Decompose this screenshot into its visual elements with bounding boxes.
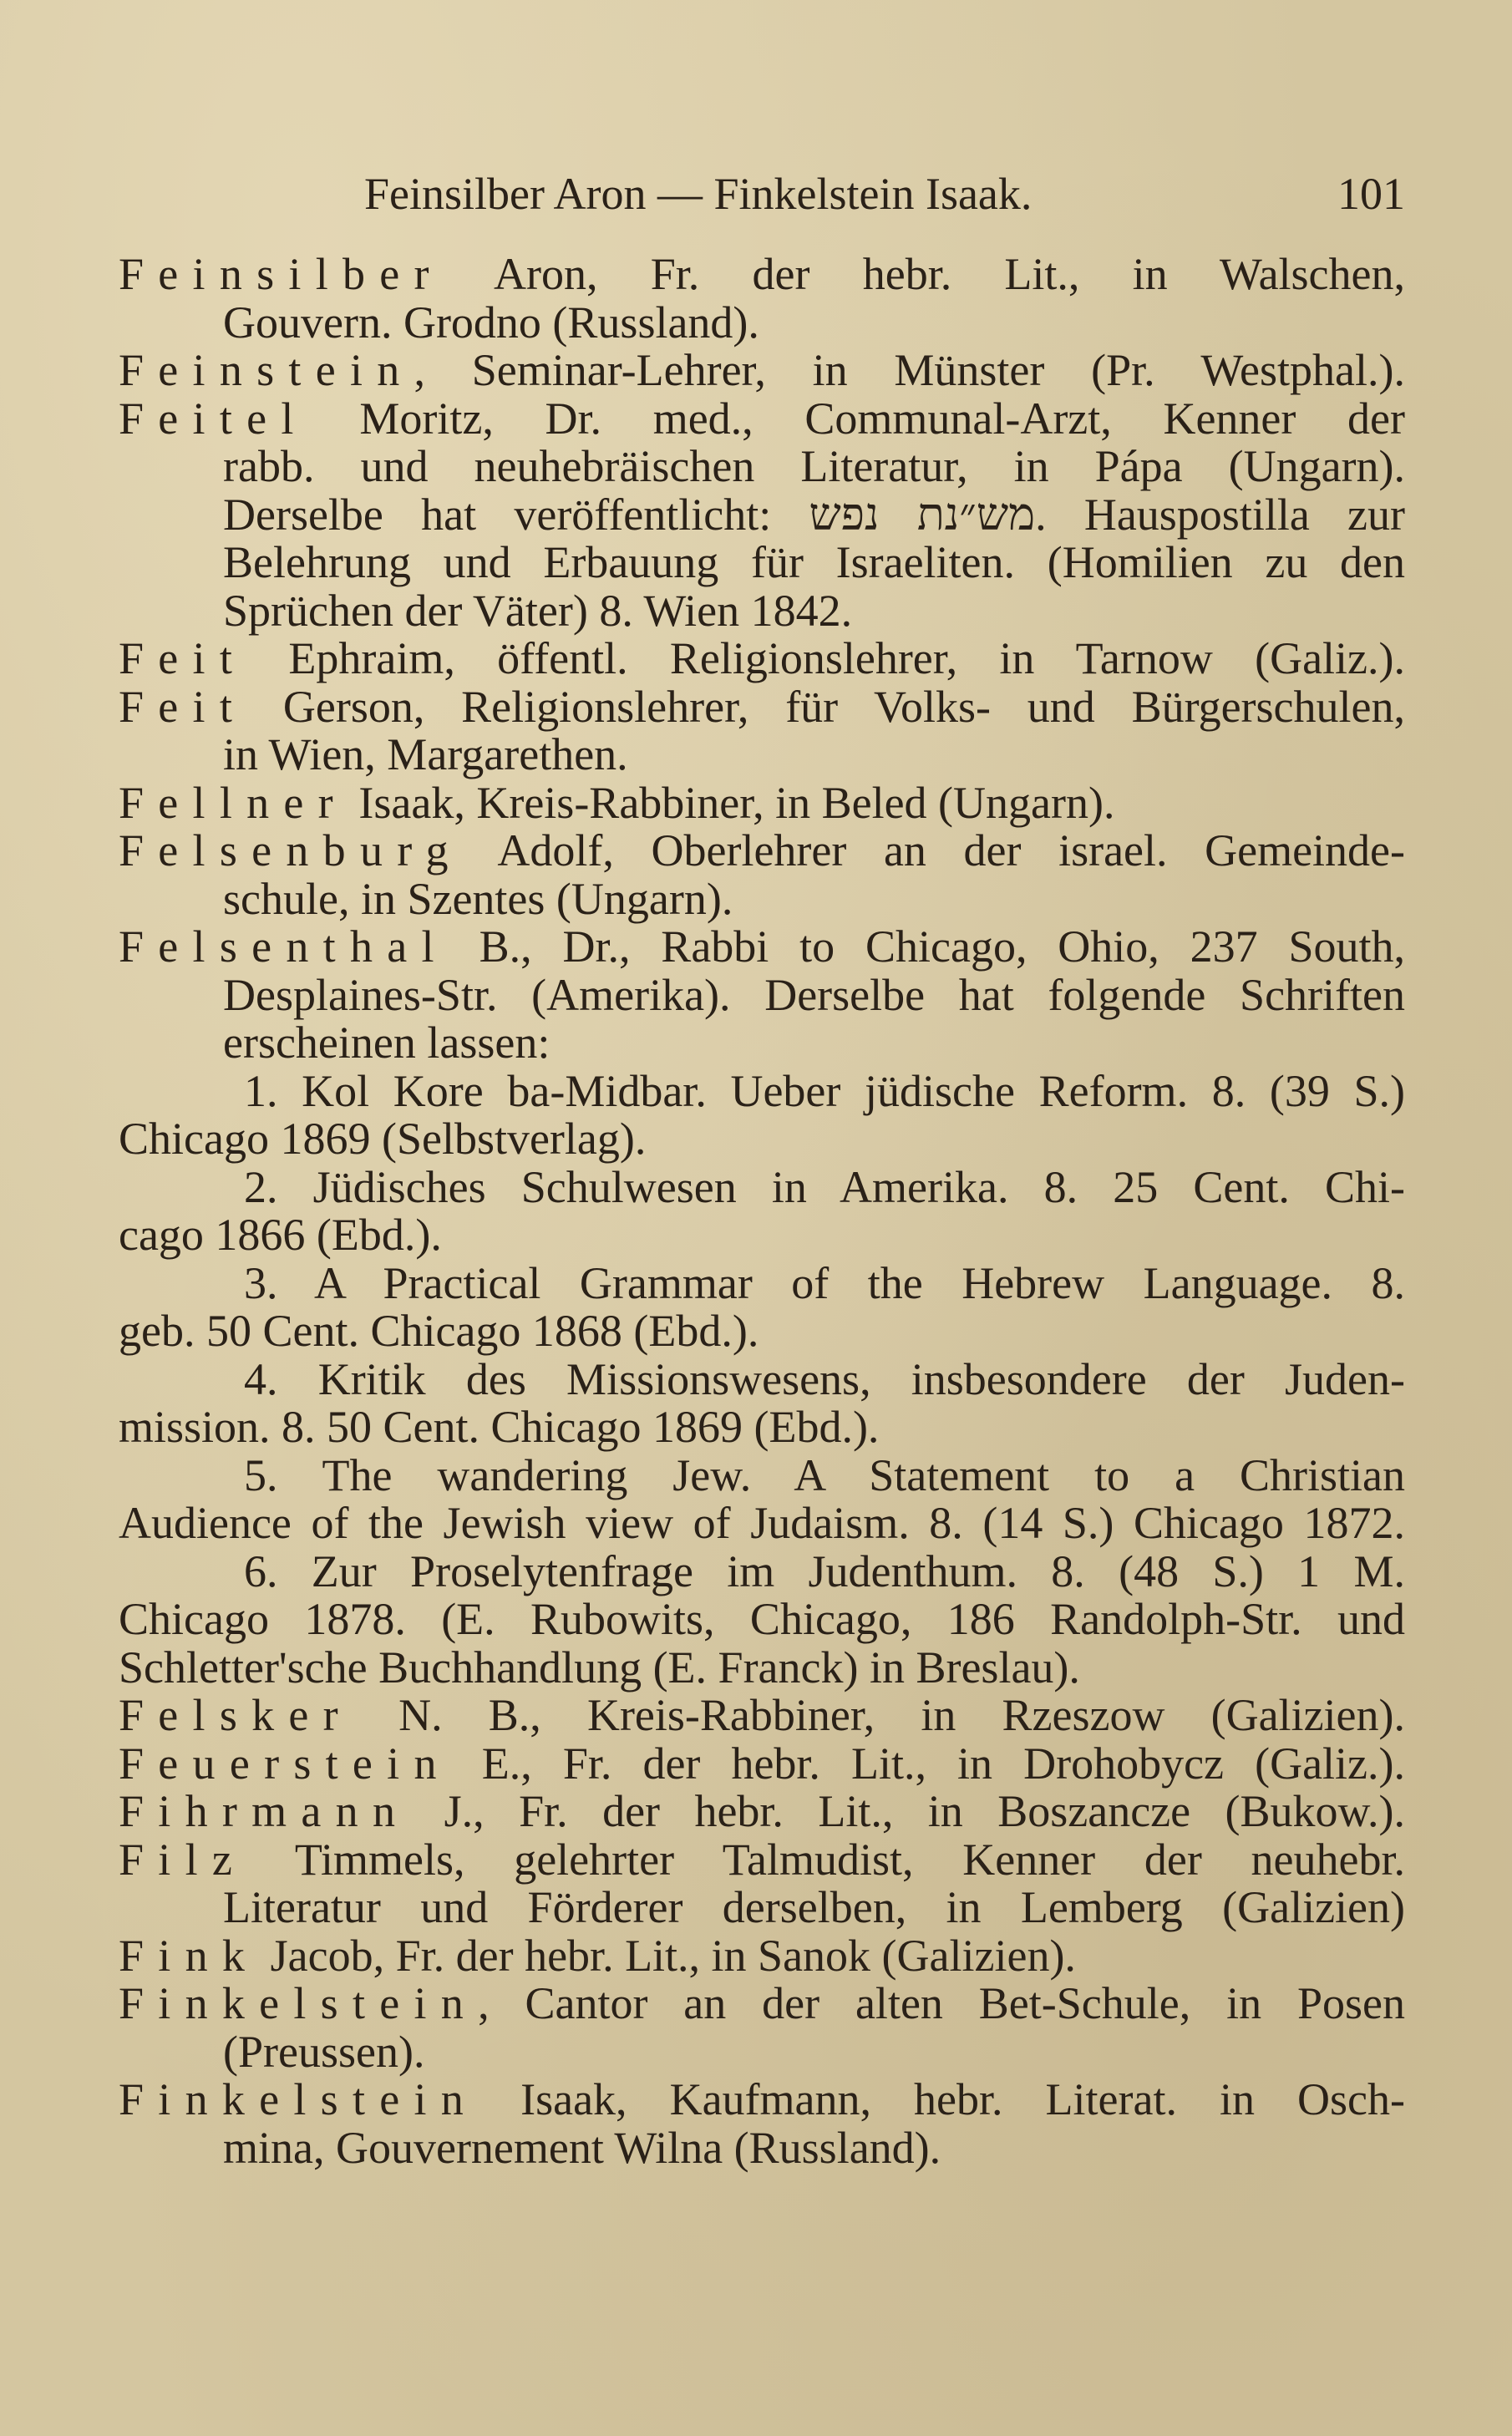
entry-continuation-line: mina, Gouvernement Wilna (Russland). xyxy=(223,2122,941,2173)
entry-text: Gerson, Religionslehrer, für Volks- und Bürgerschulen, xyxy=(246,681,1405,732)
entry-line xyxy=(119,827,1405,875)
entry-line xyxy=(119,923,1405,972)
entry-continuation-line: Belehrung und Erbauung für Israeliten. (Homilien zu den xyxy=(223,537,1405,587)
entry-text: Ephraim, öffentl. Religionslehrer, in Tarnow (Galiz.). xyxy=(246,633,1405,683)
entry-text: Jacob, Fr. der hebr. Lit., in Sanok (Galizien). xyxy=(259,1930,1076,1981)
running-header xyxy=(364,160,1405,227)
entry-text: J., Fr. der hebr. Lit., in Boszancze (Bukow.). xyxy=(409,1786,1405,1836)
entry-text: B., Dr., Rabbi to Chicago, Ohio, 237 South, xyxy=(448,921,1405,972)
entry-continuation-line: in Wien, Margarethen. xyxy=(223,729,628,779)
work-item-continuation: Audience of the Jewish view of Judaism. 8. (14 S.) Chicago 1872. xyxy=(119,1498,1405,1548)
work-item-continuation: cago 1866 (Ebd.). xyxy=(119,1210,442,1260)
work-item-continuation: Chicago 1869 (Selbstverlag). xyxy=(119,1114,647,1164)
entry-continuation-line: Derselbe hat veröffentlicht: מש״נת נפש. Hauspostilla zur xyxy=(223,489,1405,540)
entry-text: Isaak, Kaufmann, hebr. Literat. in Osch- xyxy=(478,2074,1405,2124)
work-item-continuation: Schletter'sche Buchhandlung (E. Franck) in Breslau). xyxy=(119,1642,1080,1693)
entry-text: N. B., Kreis-Rabbiner, in Rzeszow (Galizien). xyxy=(352,1690,1405,1740)
entry-continuation-line: schule, in Szentes (Ungarn). xyxy=(223,873,733,924)
entry-continuation-line: Sprüchen der Väter) 8. Wien 1842. xyxy=(223,585,853,636)
running-title: Feinsilber Aron — Finkelstein Isaak. xyxy=(364,169,1033,219)
entry-list xyxy=(119,251,1405,2172)
entry-continuation-line: (Preussen). xyxy=(223,2026,425,2077)
entry-line xyxy=(119,395,1405,444)
entry-line xyxy=(119,1740,1405,1789)
entry-line xyxy=(119,2076,1405,2124)
work-item-line: 6. Zur Proselytenfrage im Judenthum. 8. (48 S.) 1 M. xyxy=(244,1545,1405,1596)
entry-line xyxy=(119,635,1405,683)
work-item-continuation: Chicago 1878. (E. Rubowits, Chicago, 186 Randolph-Str. und xyxy=(119,1594,1405,1644)
work-item-line: 3. A Practical Grammar of the Hebrew Language. 8. xyxy=(244,1257,1405,1308)
entry-text: Aron, Fr. der hebr. Lit., in Walschen, xyxy=(443,249,1405,299)
entry-text: , Cantor an der alten Bet-Schule, in Posen xyxy=(478,1978,1405,2028)
entry-text: , Seminar-Lehrer, in Münster (Pr. Westphal.). xyxy=(414,345,1405,395)
work-item-line: 2. Jüdisches Schulwesen in Amerika. 8. 25 Cent. Chi- xyxy=(244,1161,1405,1212)
entry-text: Adolf, Oberlehrer an der israel. Gemeinde- xyxy=(462,825,1405,875)
work-item-line: 4. Kritik des Missionswesens, insbesondere der Juden- xyxy=(244,1353,1405,1404)
entry-text: Isaak, Kreis-Rabbiner, in Beled (Ungarn). xyxy=(347,777,1115,828)
entry-line xyxy=(119,1932,1405,1981)
entry-surname: Feinsilber xyxy=(119,249,444,299)
entry-continuation-line: Gouvern. Grodno (Russland). xyxy=(223,297,759,348)
entry-continuation-line: Literatur und Förderer derselben, in Lemberg (Galizien) xyxy=(223,1882,1405,1932)
entry-surname: Feinstein xyxy=(119,345,414,395)
entry-text: Moritz, Dr. med., Communal-Arzt, Kenner der xyxy=(307,393,1405,444)
entry-text: Timmels, gelehrter Talmudist, Kenner der neuhebr. xyxy=(246,1834,1405,1885)
entry-surname: Felsenthal xyxy=(119,921,449,972)
entry-surname: Feuerstein xyxy=(119,1738,451,1789)
entry-surname: Fihrmann xyxy=(119,1786,410,1836)
work-item-line: 1. Kol Kore ba-Midbar. Ueber jüdische Reform. 8. (39 S.) xyxy=(244,1065,1405,1116)
entry-surname: Feit xyxy=(119,633,247,683)
entry-continuation-line: erscheinen lassen: xyxy=(223,1018,551,1068)
work-item-continuation: mission. 8. 50 Cent. Chicago 1869 (Ebd.). xyxy=(119,1402,880,1452)
entry-continuation-line: Desplaines-Str. (Amerika). Derselbe hat folgende Schriften xyxy=(223,969,1405,1020)
entry-line xyxy=(119,779,1405,828)
entry-continuation-line: rabb. und neuhebräischen Literatur, in Pápa (Ungarn). xyxy=(223,441,1405,491)
entry-surname: Fink xyxy=(119,1930,260,1981)
entry-surname: Felsenburg xyxy=(119,825,463,875)
entry-line xyxy=(119,1980,1405,2028)
entry-surname: Fellner xyxy=(119,777,348,828)
entry-line xyxy=(119,1836,1405,1885)
entry-surname: Finkelstein xyxy=(119,1978,479,2028)
entry-line xyxy=(119,347,1405,395)
entry-surname: Feitel xyxy=(119,393,308,444)
work-item-line: 5. The wandering Jew. A Statement to a Christian xyxy=(244,1449,1405,1500)
entry-line xyxy=(119,1788,1405,1836)
entry-line xyxy=(119,683,1405,732)
entry-text: E., Fr. der hebr. Lit., in Drohobycz (Galiz.). xyxy=(450,1738,1405,1789)
entry-surname: Filz xyxy=(119,1834,247,1885)
entry-surname: Finkelstein xyxy=(119,2074,479,2124)
work-item-continuation: geb. 50 Cent. Chicago 1868 (Ebd.). xyxy=(119,1306,759,1356)
entry-surname: Felsker xyxy=(119,1690,353,1740)
entry-line xyxy=(119,1692,1405,1740)
page-number: 101 xyxy=(1337,169,1405,219)
entry-line xyxy=(119,251,1405,299)
entry-surname: Feit xyxy=(119,681,247,732)
